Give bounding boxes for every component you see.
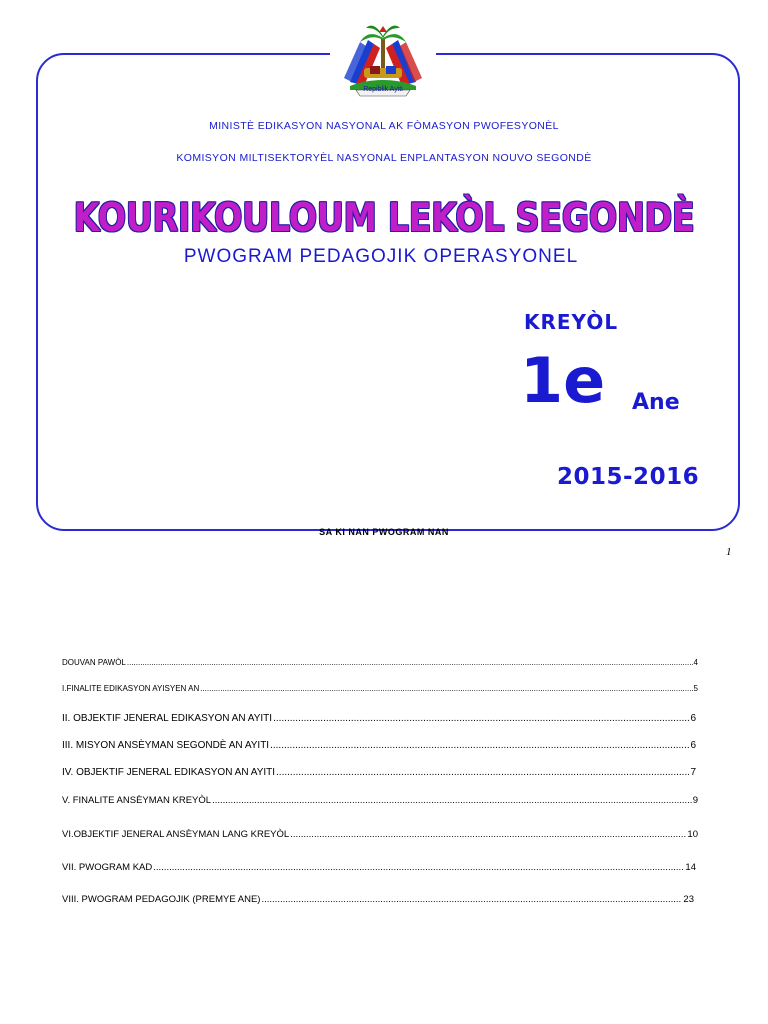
toc-entry-page: 14 [685, 862, 696, 873]
toc-entry[interactable] [62, 713, 696, 724]
toc-heading: SA KI NAN PWOGRAM NAN [319, 527, 449, 537]
toc-entry-page: 23 [683, 894, 694, 905]
seal-caption: Repiblik Ayiti [363, 86, 403, 93]
toc-leader [270, 740, 689, 751]
toc-entry-label: IV. OBJEKTIF JENERAL EDIKASYON AN AYITI [62, 767, 276, 778]
toc-leader [276, 767, 689, 778]
toc-entry[interactable] [62, 829, 698, 840]
toc-entry-label: III. MISYON ANSÈYMAN SEGONDÈ AN AYITI [62, 740, 270, 751]
toc-entry[interactable] [62, 894, 694, 905]
ministry-name: MINISTÈ EDIKASYON NASYONAL AK FÒMASYON PWOFESYONÈL [209, 120, 559, 132]
toc-entry[interactable] [62, 658, 698, 667]
toc-entry[interactable] [62, 767, 696, 778]
school-year: 2015-2016 [557, 464, 700, 490]
toc-entry-label: DOUVAN PAWÒL [62, 658, 126, 667]
toc-leader [127, 658, 693, 667]
toc-entry-page: 6 [690, 740, 696, 751]
commission-name: KOMISYON MILTISEKTORYÈL NASYONAL ENPLANTASYON NOUVO SEGONDÈ [176, 152, 592, 164]
page-number: 1 [726, 546, 732, 558]
toc-leader [261, 894, 682, 905]
toc-entry[interactable] [62, 740, 696, 751]
grade-suffix: Ane [632, 390, 680, 415]
toc-entry-page: 4 [693, 658, 698, 667]
toc-leader [290, 829, 686, 840]
grade-level: 1e [520, 344, 606, 417]
toc-entry-label: V. FINALITE ANSÈYMAN KREYÒL [62, 795, 212, 806]
document-title: KOURIKOULOUM LEKÒL SEGONDÈ [73, 196, 695, 241]
toc-entry-label: VIII. PWOGRAM PEDAGOJIK (PREMYE ANE) [62, 894, 261, 905]
toc-entry-page: 5 [693, 684, 698, 693]
toc-leader [212, 795, 692, 806]
toc-entry-label: VI.OBJEKTIF JENERAL ANSÈYMAN LANG KREYÒL [62, 829, 290, 840]
toc-entry-page: 10 [687, 829, 698, 840]
toc-leader [200, 684, 692, 693]
toc-entry-label: II. OBJEKTIF JENERAL EDIKASYON AN AYITI [62, 713, 273, 724]
toc-entry[interactable] [62, 795, 698, 806]
document-subtitle: PWOGRAM PEDAGOJIK OPERASYONEL [183, 246, 579, 267]
toc-entry-label: I.FINALITE EDIKASYON AYISYEN AN [62, 684, 200, 693]
toc-leader [153, 862, 684, 873]
toc-entry[interactable] [62, 684, 698, 693]
toc-entry-page: 9 [692, 795, 698, 806]
toc-entry-label: VII. PWOGRAM KAD [62, 862, 153, 873]
toc-entry-page: 6 [690, 713, 696, 724]
subject-label: KREYÒL [524, 310, 619, 334]
toc-entry[interactable] [62, 862, 696, 873]
toc-leader [273, 713, 689, 724]
toc-entry-page: 7 [690, 767, 696, 778]
